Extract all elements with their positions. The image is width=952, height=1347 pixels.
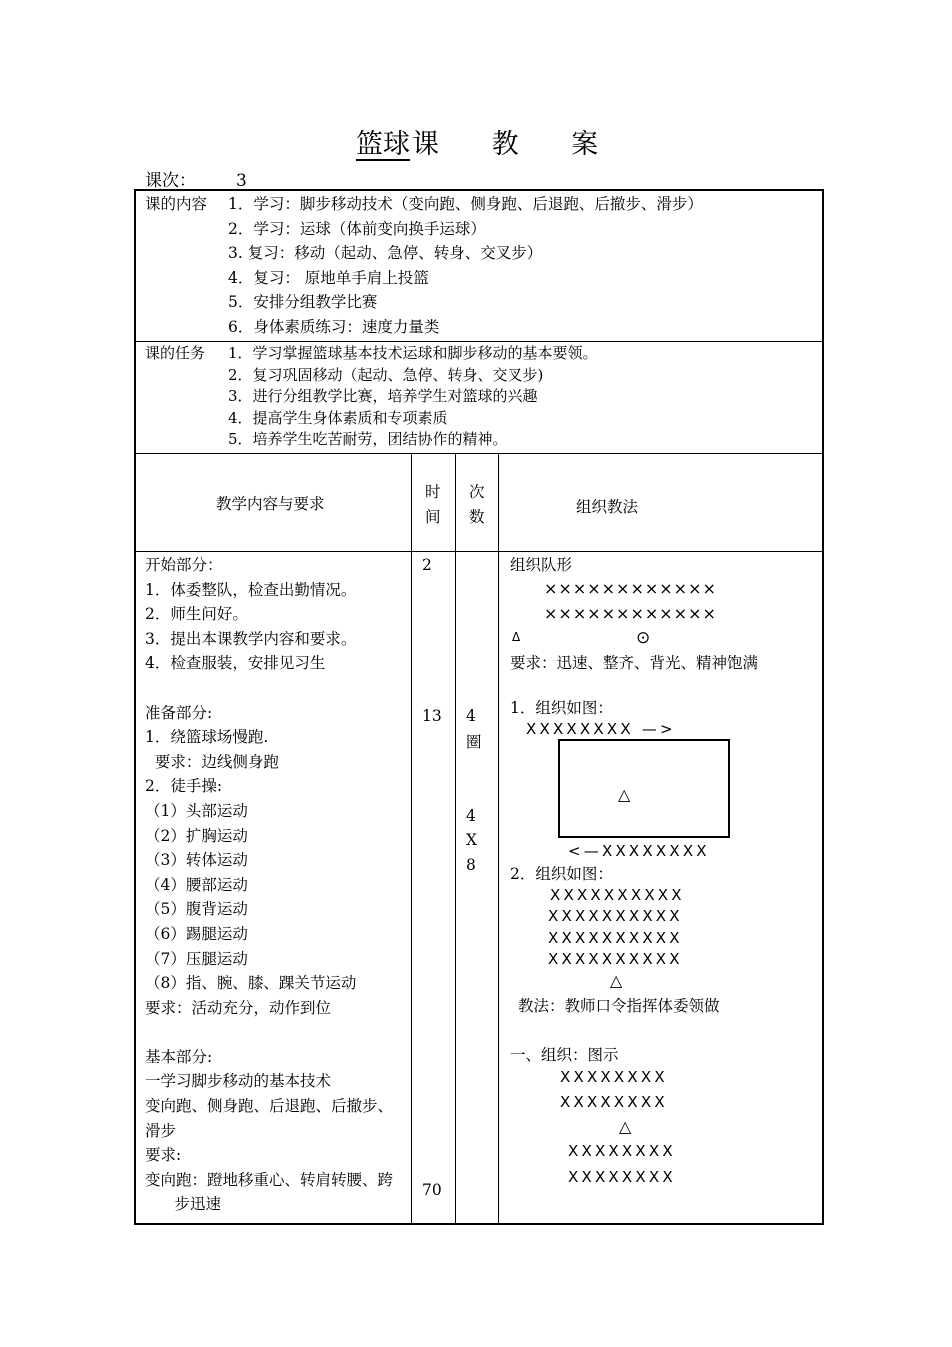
list-item: 3. 复习：移动（起动、急停、转身、交叉步） <box>228 244 543 262</box>
header-count-2: 数 <box>469 508 485 526</box>
header-time-1: 时 <box>425 483 441 501</box>
run-title: 1．组织如图： <box>510 699 613 717</box>
header-method: 组织教法 <box>576 498 639 516</box>
column-divider <box>455 454 456 1225</box>
header-time-2: 间 <box>425 508 441 526</box>
drill-row: XXXXXXXXXX <box>548 907 683 925</box>
basic-title: 一、组织：图示 <box>510 1046 619 1064</box>
content-line: （3）转体运动 <box>145 851 248 870</box>
content-line: 步迅速 <box>145 1195 222 1214</box>
content-line: 变向跑、侧身跑、后退跑、后撤步、 <box>145 1097 394 1116</box>
content-line: 滑步 <box>145 1121 177 1140</box>
content-line: 要求: <box>145 1146 182 1165</box>
content-line: （2）扩胸运动 <box>145 826 248 845</box>
drill-method: 教法：教师口令指挥体委领做 <box>518 997 720 1015</box>
run-bottom-row: <—XXXXXXXX <box>568 842 710 860</box>
title-sport: 篮球 <box>356 129 410 160</box>
content-line: 2．师生问好。 <box>145 605 248 624</box>
list-item: 1．学习：脚步移动技术（变向跑、侧身跑、后退跑、后撤步、滑步） <box>228 195 703 213</box>
formation-row: ×××××××××××× <box>544 579 717 598</box>
time-prep: 13 <box>422 707 442 725</box>
content-line: 一学习脚步移动的基本技术 <box>145 1072 332 1091</box>
time-start: 2 <box>422 556 432 574</box>
content-line: （6）踢腿运动 <box>145 924 248 943</box>
content-line: 开始部分： <box>145 556 223 574</box>
formation-requirement: 要求：迅速、整齐、背光、精神饱满 <box>510 654 759 672</box>
header-count <box>469 480 485 530</box>
count-reps-a: 4 <box>466 807 476 825</box>
basic-row: XXXXXXXX <box>568 1168 676 1186</box>
tasks-list <box>228 343 598 451</box>
circle-icon: ⊙ <box>636 628 651 648</box>
run-top-row: XXXXXXXX —> <box>526 720 676 738</box>
triangle-icon: △ <box>610 971 623 990</box>
list-item: 6．身体素质练习：速度力量类 <box>228 317 440 336</box>
title-rest: 课 教 案 <box>412 129 621 160</box>
lesson-value: 3 <box>236 171 247 191</box>
lesson-number <box>145 166 247 191</box>
list-item: 3．进行分组教学比赛，培养学生对篮球的兴趣 <box>228 387 538 405</box>
content-line: 2．徒手操: <box>145 777 223 796</box>
count-laps-num: 4 <box>466 707 476 725</box>
count-reps-x: X <box>466 831 478 849</box>
header-time <box>425 480 441 530</box>
content-label: 课的内容 <box>145 195 208 213</box>
content-line: 3．提出本课教学内容和要求。 <box>145 629 357 648</box>
list-item: 5．培养学生吃苦耐劳，团结协作的精神。 <box>228 430 508 448</box>
header-content: 教学内容与要求 <box>216 495 325 513</box>
content-line <box>145 1020 393 1045</box>
tasks-label: 课的任务 <box>145 344 206 362</box>
lesson-label: 课次： <box>145 171 196 191</box>
list-item: 4．复习： 原地单手肩上投篮 <box>228 268 429 287</box>
teacher-triangle-icon: Δ <box>512 630 521 644</box>
drill-row: XXXXXXXXXX <box>548 929 683 947</box>
list-item: 5．安排分组教学比赛 <box>228 293 378 311</box>
row-divider <box>134 341 824 342</box>
basic-row: XXXXXXXX <box>560 1068 668 1086</box>
triangle-icon: △ <box>618 785 631 804</box>
formation-title: 组织队形 <box>510 556 573 574</box>
column-divider <box>498 454 499 1225</box>
content-line: 要求：活动充分，动作到位 <box>145 998 332 1017</box>
list-item: 2．复习巩固移动（起动、急停、转身、交叉步) <box>228 365 544 384</box>
count-laps-unit: 圈 <box>466 733 482 751</box>
content-line: （1）头部运动 <box>145 801 248 820</box>
content-list <box>228 192 703 339</box>
time-basic: 70 <box>422 1181 442 1199</box>
content-line: 1．绕篮球场慢跑. <box>145 728 269 747</box>
content-line: 准备部分: <box>145 703 213 722</box>
teaching-content <box>145 553 393 1217</box>
basic-row: XXXXXXXX <box>560 1093 668 1111</box>
content-line: 要求：边线侧身跑 <box>145 752 279 771</box>
count-reps-b: 8 <box>466 856 476 874</box>
court-rectangle <box>558 739 730 838</box>
row-divider <box>134 453 824 454</box>
list-item: 2．学习：运球（体前变向换手运球） <box>228 219 486 238</box>
header-count-1: 次 <box>469 483 485 501</box>
content-line: （8）指、腕、膝、踝关节运动 <box>145 974 357 993</box>
content-line: （4）腰部运动 <box>145 875 248 894</box>
drill-row: XXXXXXXXXX <box>548 950 683 968</box>
content-line: 变向跑：蹬地移重心、转肩转腰、跨 <box>145 1170 394 1189</box>
content-line: 4．检查服装，安排见习生 <box>145 654 326 673</box>
formation-row: ×××××××××××× <box>544 604 717 623</box>
content-line: 基本部分: <box>145 1047 213 1066</box>
drill-row: XXXXXXXXXX <box>550 886 685 904</box>
content-line: 1．体委整队，检查出勤情况。 <box>145 580 357 599</box>
row-divider <box>134 551 824 552</box>
triangle-icon: △ <box>619 1117 632 1136</box>
list-item: 1．学习掌握篮球基本技术运球和脚步移动的基本要领。 <box>228 344 598 362</box>
list-item: 4．提高学生身体素质和专项素质 <box>228 408 448 427</box>
content-line: （5）腹背运动 <box>145 900 248 919</box>
content-line <box>145 676 393 701</box>
drill-title: 2．组织如图： <box>510 865 613 883</box>
column-divider <box>411 454 412 1225</box>
content-line: （7）压腿运动 <box>145 949 248 968</box>
basic-row: XXXXXXXX <box>568 1142 676 1160</box>
page-title <box>354 122 620 161</box>
